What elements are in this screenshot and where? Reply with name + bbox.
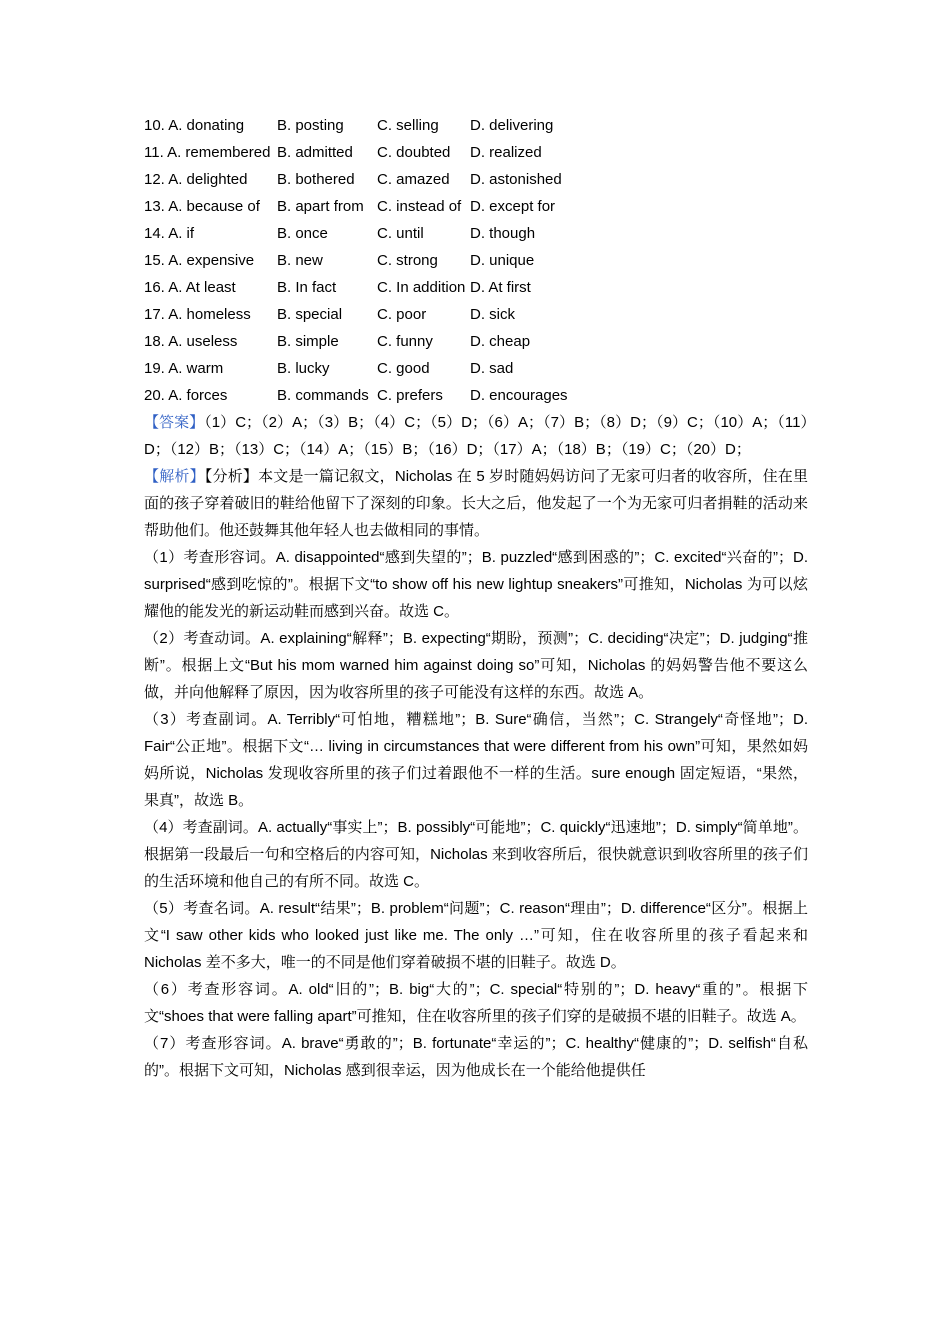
- answer-text: （1）C；（2）A；（3）B；（4）C；（5）D；（6）A；（7）B；（8）D；（9）C；（10）A；（11）D；（12）B；（13）C；（14）A；（15）B；（16）D；（17）A；（18）B；（19）C；（20）D；: [144, 414, 808, 458]
- option-c: C. instead of: [377, 198, 462, 215]
- option-b: B. bothered: [277, 171, 355, 188]
- option-c: C. funny: [377, 333, 433, 350]
- answer-section: [144, 409, 808, 463]
- option-a: 11. A. remembered: [144, 144, 271, 161]
- option-a: 10. A. donating: [144, 117, 245, 134]
- option-a: 15. A. expensive: [144, 252, 255, 269]
- analysis-section: [144, 463, 808, 1084]
- option-d: D. astonished: [470, 171, 562, 188]
- option-b: B. apart from: [277, 198, 364, 215]
- option-c: C. until: [377, 225, 424, 242]
- option-c: C. strong: [377, 252, 438, 269]
- option-row-13: [144, 193, 600, 220]
- option-row-19: [144, 355, 600, 382]
- option-d: D. delivering: [470, 117, 554, 134]
- option-c: C. amazed: [377, 171, 450, 188]
- option-a: 16. A. At least: [144, 279, 236, 296]
- option-c: C. poor: [377, 306, 427, 323]
- option-c: C. doubted: [377, 144, 451, 161]
- analysis-item-7: （7）考查形容词。A. brave“勇敢的”；B. fortunate“幸运的”；C. healthy“健康的”；D. selfish“自私的”。根据下文可知，Nicholas 感到很幸运，因为他成长在一个能给他提供任: [144, 1035, 808, 1079]
- option-d: D. cheap: [470, 333, 531, 350]
- analysis-item-2: （2）考查动词。A. explaining“解释”；B. expecting“期盼，预测”；C. deciding“决定”；D. judging“推断”。根据上文“But his mom warned him against doing so”可知，Nicholas 的妈妈警告他不要这么做，并向他解释了原因，因为收容所里的孩子可能没有这样的东西。故选 A。: [144, 630, 808, 701]
- option-a: 12. A. delighted: [144, 171, 248, 188]
- option-d: D. sad: [470, 360, 514, 377]
- analysis-intro-text: 【分析】本文是一篇记叙文，Nicholas 在 5 岁时随妈妈访问了无家可归者的收容所，住在里面的孩子穿着破旧的鞋给他留下了深刻的印象。长大之后，他发起了一个为无家可归者捐鞋的活动来帮助他们。他还鼓舞其他年轻人也去做相同的事情。: [144, 468, 808, 539]
- option-a: 13. A. because of: [144, 198, 260, 215]
- analysis-item-6: （6）考查形容词。A. old“旧的”；B. big“大的”；C. special“特别的”；D. heavy“重的”。根据下文“shoes that were falling apart”可推知，住在收容所里的孩子们穿的是破损不堪的旧鞋子。故选 A。: [144, 981, 808, 1025]
- option-row-12: [144, 166, 600, 193]
- option-b: B. In fact: [277, 279, 337, 296]
- option-c: C. In addition: [377, 279, 466, 296]
- option-d: D. unique: [470, 252, 535, 269]
- option-b: B. lucky: [277, 360, 330, 377]
- option-row-11: [144, 139, 600, 166]
- option-c: C. selling: [377, 117, 439, 134]
- option-b: B. once: [277, 225, 328, 242]
- option-b: B. commands: [277, 387, 369, 404]
- option-b: B. admitted: [277, 144, 353, 161]
- analysis-item-1: （1）考查形容词。A. disappointed“感到失望的”；B. puzzled“感到困惑的”；C. excited“兴奋的”；D. surprised“感到吃惊的”。根据下文“to show off his new lightup sneakers”可推知，Nicholas 为可以炫耀他的能发光的新运动鞋而感到兴奋。故选 C。: [144, 549, 808, 620]
- option-row-10: [144, 112, 600, 139]
- option-a: 20. A. forces: [144, 387, 228, 404]
- option-b: B. special: [277, 306, 343, 323]
- options-table: [144, 112, 600, 409]
- analysis-item-3: （3）考查副词。A. Terribly“可怕地，糟糕地”；B. Sure“确信，当然”；C. Strangely“奇怪地”；D. Fair“公正地”。根据下文“… living in circumstances that were different from his own”可知，果然如妈妈所说，Nicholas 发现收容所里的孩子们过着跟他不一样的生活。sure enough 固定短语，“果然，果真”，故选 B。: [144, 711, 808, 809]
- option-d: D. realized: [470, 144, 542, 161]
- option-b: B. posting: [277, 117, 344, 134]
- option-row-18: [144, 328, 600, 355]
- analysis-intro: [144, 463, 808, 544]
- answer-tag: 【答案】: [144, 414, 205, 431]
- option-d: D. encourages: [470, 387, 568, 404]
- option-a: 19. A. warm: [144, 360, 224, 377]
- analysis-tag: 【解析】: [144, 468, 205, 485]
- analysis-item-5: （5）考查名词。A. result“结果”；B. problem“问题”；C. reason“理由”；D. difference“区分”。根据上文“I saw other kids who looked just like me. The only …”可知，住在收容所里的孩子看起来和 Nicholas 差不多大，唯一的不同是他们穿着破损不堪的旧鞋子。故选 D。: [144, 900, 808, 971]
- option-b: B. new: [277, 252, 323, 269]
- option-a: 18. A. useless: [144, 333, 238, 350]
- analysis-item-4: （4）考查副词。A. actually“事实上”；B. possibly“可能地”；C. quickly“迅速地”；D. simply“简单地”。根据第一段最后一句和空格后的内容可知，Nicholas 来到收容所后，很快就意识到收容所里的孩子们的生活环境和他自己的有所不同。故选 C。: [144, 819, 808, 890]
- option-d: D. At first: [470, 279, 531, 296]
- option-a: 14. A. if: [144, 225, 195, 242]
- document-page: [144, 112, 808, 1084]
- option-row-20: [144, 382, 600, 409]
- option-b: B. simple: [277, 333, 339, 350]
- option-row-15: [144, 247, 600, 274]
- option-d: D. sick: [470, 306, 515, 323]
- option-d: D. except for: [470, 198, 556, 215]
- option-c: C. prefers: [377, 387, 443, 404]
- option-d: D. though: [470, 225, 536, 242]
- option-a: 17. A. homeless: [144, 306, 251, 323]
- option-row-14: [144, 220, 600, 247]
- option-row-17: [144, 301, 600, 328]
- option-c: C. good: [377, 360, 430, 377]
- option-row-16: [144, 274, 600, 301]
